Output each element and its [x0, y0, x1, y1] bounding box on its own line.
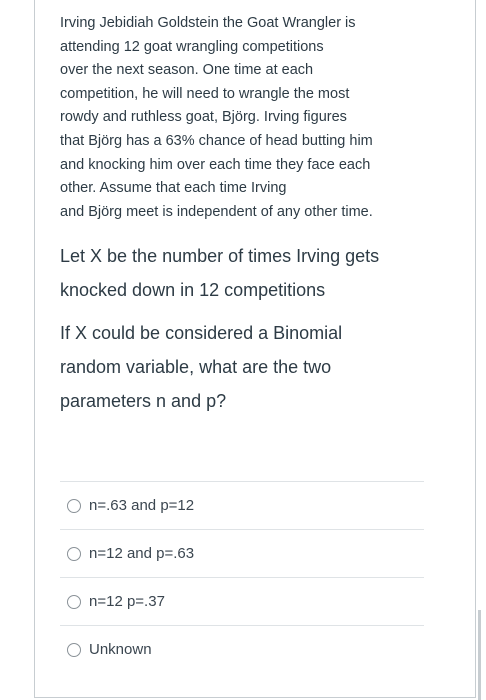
answer-option[interactable]	[60, 625, 424, 673]
answer-label: n=12 and p=.63	[89, 545, 195, 562]
answer-label: Unknown	[89, 641, 152, 658]
question-text-intro	[60, 12, 420, 224]
scrollbar[interactable]	[478, 610, 481, 700]
question-definition	[60, 239, 440, 307]
prompt-line: parameters n and p?	[60, 391, 227, 411]
prompt-line: If X could be considered a Binomial	[60, 323, 343, 343]
radio-button[interactable]	[67, 499, 81, 513]
question-line: that Björg has a 63% chance of head butting him	[60, 132, 373, 149]
answer-option[interactable]	[60, 577, 424, 625]
question-line: and knocking him over each time they face each	[60, 156, 371, 173]
question-line: over the next season. One time at each	[60, 62, 314, 79]
answer-list	[60, 481, 424, 673]
answer-label: n=12 p=.37	[89, 593, 165, 610]
radio-button[interactable]	[67, 643, 81, 657]
answer-option[interactable]	[60, 481, 424, 529]
answer-option[interactable]	[60, 529, 424, 577]
question-line: attending 12 goat wrangling competitions	[60, 38, 324, 55]
question-line: other. Assume that each time Irving	[60, 180, 287, 197]
answer-label: n=.63 and p=12	[89, 497, 195, 514]
question-line: and Björg meet is independent of any other time.	[60, 203, 373, 220]
question-line: competition, he will need to wrangle the most	[60, 85, 350, 102]
radio-button[interactable]	[67, 547, 81, 561]
question-line: Irving Jebidiah Goldstein the Goat Wrangler is	[60, 15, 356, 31]
prompt-line: random variable, what are the two	[60, 357, 332, 377]
question-line: rowdy and ruthless goat, Björg. Irving figures	[60, 109, 347, 126]
definition-line: Let X be the number of times Irving gets	[60, 246, 380, 266]
radio-button[interactable]	[67, 595, 81, 609]
question-prompt	[60, 316, 440, 418]
definition-line: knocked down in 12 competitions	[60, 280, 326, 300]
